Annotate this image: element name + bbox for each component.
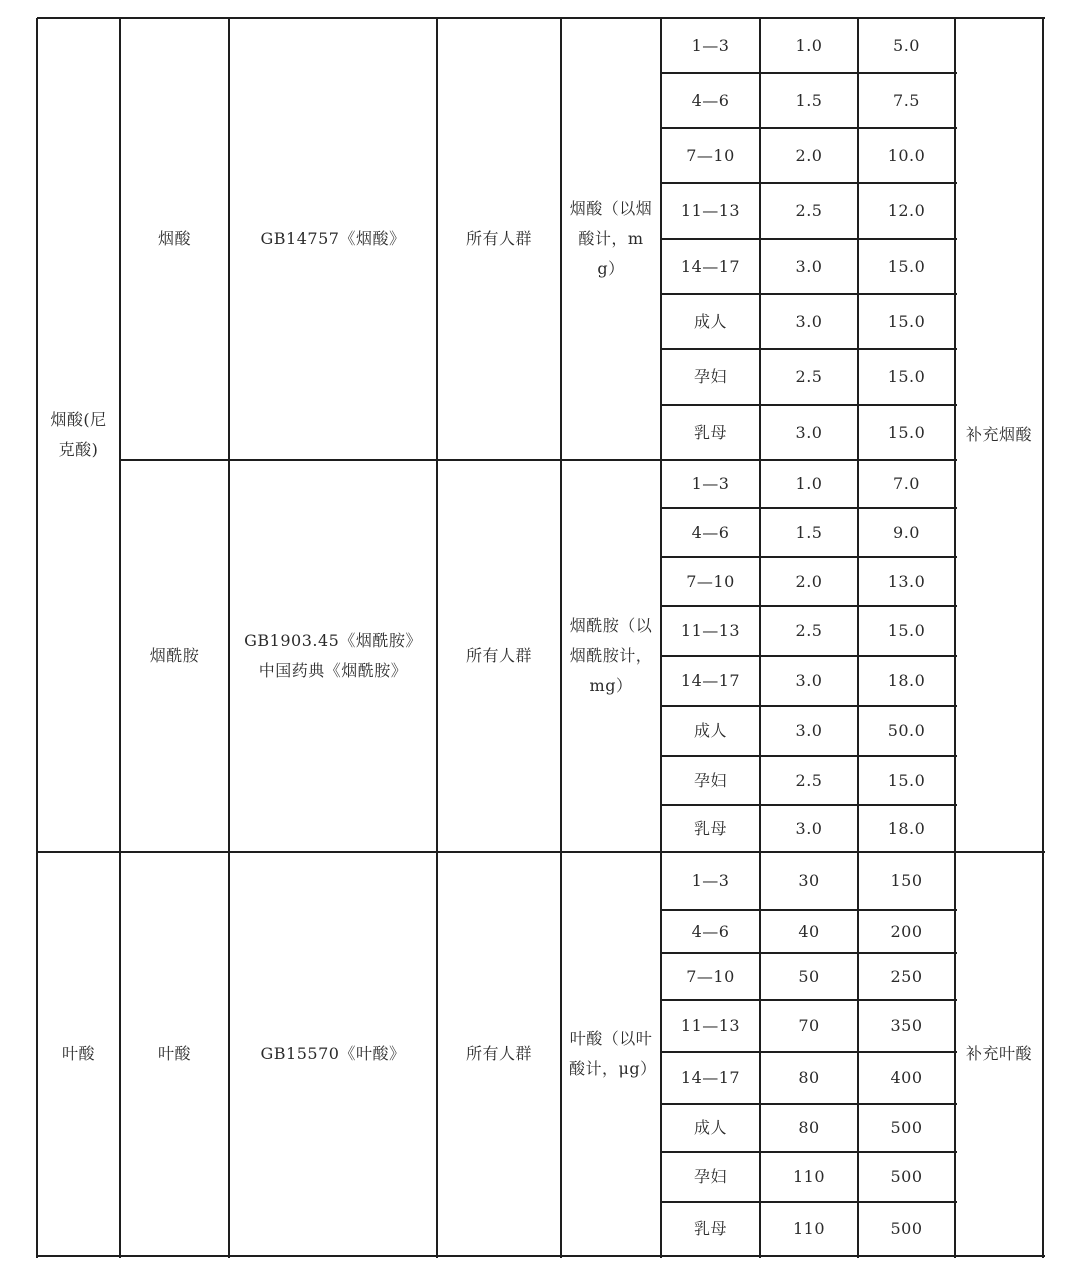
age-group-cell: 4—6 <box>691 90 730 110</box>
min-value-cell: 2.5 <box>795 201 823 220</box>
applicable-population: 所有人群 <box>465 646 532 665</box>
age-group-cell: 乳母 <box>693 1219 727 1238</box>
age-group-cell: 11—13 <box>680 201 741 220</box>
age-group-cell: 1—3 <box>691 474 730 493</box>
max-value-cell: 500 <box>890 1167 923 1186</box>
min-value-cell: 3.0 <box>795 721 823 740</box>
age-group-cell: 孕妇 <box>693 1167 727 1186</box>
max-value-cell: 13.0 <box>887 571 926 591</box>
age-group-cell: 成人 <box>693 1118 727 1137</box>
age-group-cell: 7—10 <box>686 571 735 591</box>
age-group-cell: 11—13 <box>680 621 741 640</box>
min-value-cell: 1.0 <box>795 474 823 493</box>
min-value-cell: 2.0 <box>795 571 823 591</box>
max-value-cell: 12.0 <box>887 201 926 220</box>
age-group-cell: 乳母 <box>693 422 727 442</box>
max-value-cell: 350 <box>890 1016 923 1035</box>
quality-standard: GB14757《烟酸》 <box>260 229 406 248</box>
age-group-cell: 4—6 <box>691 921 730 941</box>
min-value-cell: 1.0 <box>795 35 823 55</box>
age-group-cell: 孕妇 <box>693 770 727 790</box>
nutrient-name: 叶酸 <box>61 1044 95 1063</box>
max-value-cell: 15.0 <box>887 367 926 386</box>
min-value-cell: 3.0 <box>795 422 823 442</box>
compound-name: 叶酸 <box>157 1044 191 1063</box>
max-value-cell: 7.5 <box>893 90 920 110</box>
compound-name: 烟酸 <box>157 229 191 248</box>
age-group-cell: 1—3 <box>691 35 730 55</box>
age-group-cell: 14—17 <box>680 671 741 690</box>
max-value-cell: 9.0 <box>893 522 920 542</box>
quality-standard: GB1903.45《烟酰胺》 中国药典《烟酰胺》 <box>244 631 422 680</box>
min-value-cell: 80 <box>798 1118 820 1137</box>
max-value-cell: 15.0 <box>887 770 926 790</box>
max-value-cell: 5.0 <box>893 35 920 55</box>
max-value-cell: 15.0 <box>887 621 926 640</box>
max-value-cell: 7.0 <box>893 474 920 493</box>
max-value-cell: 500 <box>890 1219 923 1238</box>
age-group-cell: 成人 <box>693 721 727 740</box>
quality-standard: GB15570《叶酸》 <box>260 1044 406 1063</box>
min-value-cell: 2.0 <box>795 145 823 165</box>
max-value-cell: 10.0 <box>887 145 926 165</box>
max-value-cell: 15.0 <box>887 422 926 442</box>
min-value-cell: 2.5 <box>795 621 823 640</box>
age-group-cell: 7—10 <box>686 966 735 986</box>
age-group-cell: 成人 <box>693 311 727 331</box>
age-group-cell: 孕妇 <box>693 367 727 386</box>
age-group-cell: 乳母 <box>693 818 727 838</box>
min-value-cell: 3.0 <box>795 818 823 838</box>
min-value-cell: 2.5 <box>795 367 823 386</box>
min-value-cell: 2.5 <box>795 770 823 790</box>
function-purpose: 补充叶酸 <box>965 1044 1032 1063</box>
min-value-cell: 3.0 <box>795 311 823 331</box>
min-value-cell: 1.5 <box>795 90 823 110</box>
age-group-cell: 11—13 <box>680 1016 741 1035</box>
min-value-cell: 110 <box>792 1219 826 1238</box>
min-value-cell: 50 <box>798 966 820 986</box>
max-value-cell: 400 <box>890 1068 923 1087</box>
nutrient-name: 烟酸(尼克酸) <box>50 410 107 459</box>
age-group-cell: 14—17 <box>680 1068 741 1087</box>
min-value-cell: 70 <box>798 1016 820 1035</box>
dosage-unit: 叶酸（以叶酸计，μg） <box>569 1029 657 1078</box>
age-group-cell: 7—10 <box>686 145 735 165</box>
dosage-unit: 烟酰胺（以烟酰胺计，mg） <box>569 616 653 695</box>
applicable-population: 所有人群 <box>465 229 532 248</box>
max-value-cell: 200 <box>890 921 923 941</box>
function-purpose: 补充烟酸 <box>965 425 1032 444</box>
max-value-cell: 18.0 <box>887 818 926 838</box>
min-value-cell: 3.0 <box>795 671 823 690</box>
compound-name: 烟酰胺 <box>149 646 200 665</box>
min-value-cell: 110 <box>792 1167 826 1186</box>
min-value-cell: 3.0 <box>795 256 823 276</box>
max-value-cell: 50.0 <box>887 721 926 740</box>
max-value-cell: 18.0 <box>887 671 926 690</box>
min-value-cell: 40 <box>798 921 820 941</box>
max-value-cell: 15.0 <box>887 256 926 276</box>
min-value-cell: 1.5 <box>795 522 823 542</box>
min-value-cell: 30 <box>798 871 820 890</box>
max-value-cell: 15.0 <box>887 311 926 331</box>
age-group-cell: 4—6 <box>691 522 730 542</box>
max-value-cell: 150 <box>890 871 923 890</box>
dosage-unit: 烟酸（以烟酸计，mg） <box>569 199 653 278</box>
max-value-cell: 250 <box>890 966 923 986</box>
max-value-cell: 500 <box>890 1118 923 1137</box>
min-value-cell: 80 <box>798 1068 820 1087</box>
applicable-population: 所有人群 <box>465 1044 532 1063</box>
age-group-cell: 14—17 <box>680 256 741 276</box>
age-group-cell: 1—3 <box>691 871 730 890</box>
table-rule <box>37 851 1045 853</box>
